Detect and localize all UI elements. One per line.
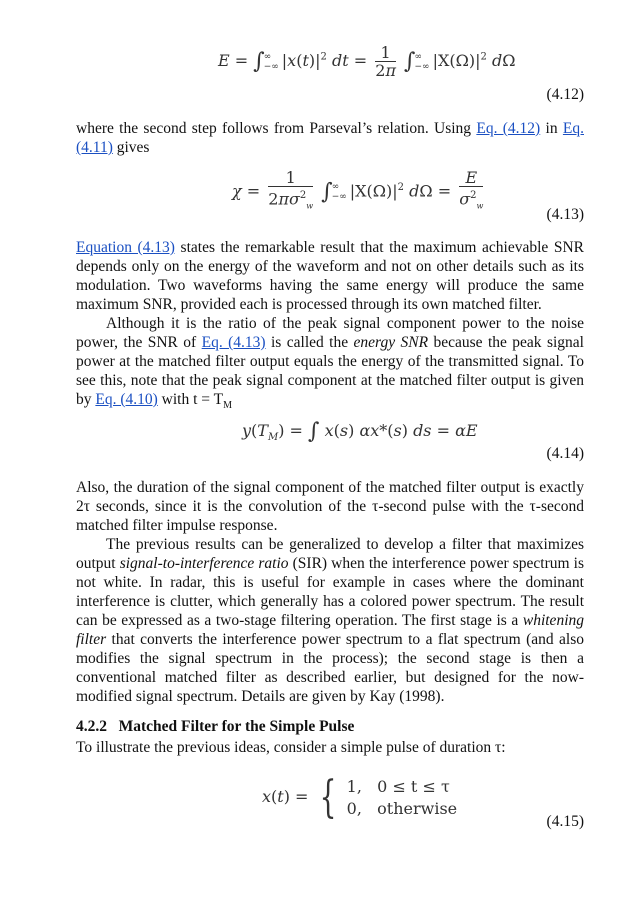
section-heading: 4.2.2 Matched Filter for the Simple Pulse (76, 718, 355, 735)
paragraph: The previous results can be generalized to develop a filter that maximizes output signal-to-interference ratio (SIR) when the interference power spectrum is not white. In radar, this is useful for example in cases where the dominant interference is clutter, which generally has a colored power spectrum. The result can be expressed as a two-stage filtering operation. The first stage is a whitening filter that converts the interference power spectrum to a flat spectrum (and also modifies the signal spectrum in the process); the second stage is then a conventional matched filter as described earlier, but designed for the now-modified signal spectrum. Details are given by Kay (1998). (76, 536, 584, 705)
equation-link[interactable]: Equation (4.13) (76, 239, 175, 256)
paragraph: Although it is the ratio of the peak signal component power to the noise power, the SNR of Eq. (4.13) is called the energy SNR because the peak signal power at the matched filter output equals the energy of the transmitted signal. To see this, note that the peak signal component at the matched filter output is given by Eq. (4.10) with $t = T_M$ (76, 315, 584, 412)
equation-number: (4.12) (546, 86, 584, 103)
equation-4-15: x(t) = { 1, 0 ≤ t ≤ τ 0, otherwise (262, 772, 458, 823)
equation-number: (4.14) (546, 445, 584, 462)
equation-link[interactable]: Eq. (4.12) (476, 120, 541, 137)
equation-link[interactable]: Eq. (4.11) (76, 120, 584, 156)
paragraph: To illustrate the previous ideas, consider a simple pulse of duration τ: (76, 739, 506, 756)
equation-link[interactable]: Eq. (4.13) (201, 334, 266, 351)
equation-number: (4.15) (546, 813, 584, 830)
equation-link[interactable]: Eq. (4.10) (95, 391, 158, 408)
paragraph: where the second step follows from Parseval’s relation. Using Eq. (4.12) in Eq. (4.11) gives (76, 120, 584, 156)
equation-number: (4.13) (546, 206, 584, 223)
paragraph: Also, the duration of the signal component of the matched filter output is exactly 2τ seconds, since it is the convolution of the τ-second pulse with the τ-second matched filter impulse response. (76, 479, 584, 534)
equation-4-14: $y(T_M)$ = ∫ x(s) αx*(s) ds = αE (242, 419, 478, 444)
paragraph: Equation (4.13) states the remarkable result that the maximum achievable SNR depends only on the energy of the waveform and not on other details such as its modulation. Two waveforms having the same energy will produce the same maximum SNR, provided each is processed through its own matched filter. (76, 239, 584, 313)
equation-4-13: χ = $\frac{1}{2\pi\sigma^2_w}$ ∫ ∞ −∞ $|X(\Omega)|^2$ dΩ = $\frac{E}{\sigma^2_w}$ (232, 168, 484, 211)
equation-4-12: E = ∫ ∞ −∞ $|x(t)|^2$ dt = $\frac{1}{2\pi}$ ∫ ∞ −∞ $|X(\Omega)|^2$ dΩ (218, 43, 516, 80)
